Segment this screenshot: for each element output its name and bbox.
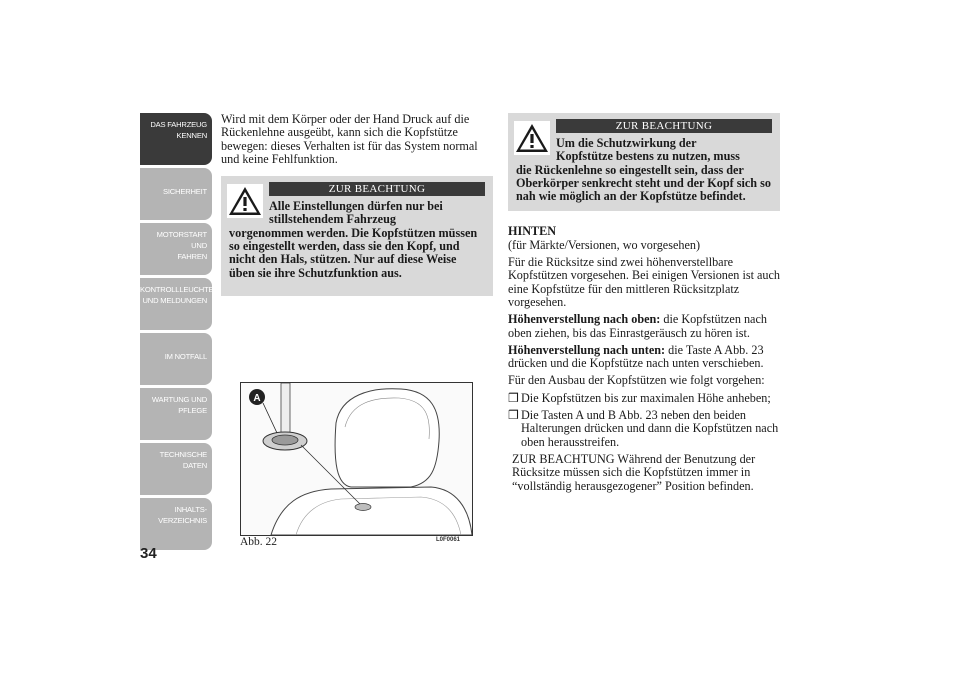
callout-a: A	[253, 393, 261, 404]
page-number: 34	[140, 545, 157, 562]
tab-technische-daten[interactable]: TECHNISCHE DATEN	[140, 443, 212, 495]
figure-headrest-illustration	[240, 382, 473, 536]
warning-title: ZUR BEACHTUNG	[556, 119, 772, 133]
warning-triangle-icon	[227, 184, 263, 218]
left-column	[221, 113, 493, 296]
list-item: ❒ Die Tasten A und B Abb. 23 neben den beiden Halterungen drücken und dann die Kopfstützen nach oben herausstreifen.	[508, 408, 779, 449]
removal-paragraph: Für den Ausbau der Kopfstützen wie folgt vorgehen:	[508, 373, 765, 388]
tab-inhaltsverzeichnis[interactable]: INHALTS- VERZEICHNIS	[140, 498, 212, 550]
tab-motorstart-und-fahren[interactable]: MOTORSTART UND FAHREN	[140, 223, 212, 275]
rear-headrest-paragraph: Für die Rücksitze sind zwei höhenverstellbare Kopfstützen vorgesehen. Bei einigen Versionen ist auch eine Kopfstütze für den mittleren Rücksitzplatz vorgesehen.	[508, 255, 781, 309]
list-item: ❒ Die Kopfstützen bis zur maximalen Höhe anheben;	[508, 390, 771, 405]
warning-title: ZUR BEACHTUNG	[269, 182, 485, 196]
figure-caption: Abb. 22	[240, 536, 278, 548]
tab-kontrollleuchten[interactable]: KONTROLLLEUCHTEN UND MELDUNGEN	[140, 278, 212, 330]
note-paragraph: ZUR BEACHTUNG Während der Benutzung der Rücksitze müssen sich die Kopfstützen immer in “vollständig herausgezogener” Position befinden.	[512, 451, 756, 493]
warning-triangle-icon	[514, 121, 550, 155]
tab-im-notfall[interactable]: IM NOTFALL	[140, 333, 212, 385]
warning-text: Um die Schutzwirkung der Kopfstütze bestens zu nutzen, muss die Rückenlehne so eingestellt sein, dass der Oberkörper senkrecht steht und der Kopf sich so nah wie möglich an der Kopfstütze befindet.	[516, 136, 771, 204]
headrest-drawing	[241, 383, 472, 535]
section-heading: HINTEN	[508, 224, 557, 239]
checkbox-bullet-icon: ❒	[508, 408, 519, 423]
warning-text: Alle Einstellungen dürfen nur bei stillstehendem Fahrzeug vorgenommen werden. Die Kopfstützen müssen so eingestellt werden, dass sie den Kopf, und nicht den Hals, stützen. Nur auf diese Weise üben sie ihre Schutzfunktion aus.	[229, 199, 478, 280]
section-subheading: (für Märkte/Versionen, wo vorgesehen)	[508, 237, 701, 252]
figure-code: L0F0061	[436, 537, 461, 543]
height-down-paragraph: Höhenverstellung nach unten: die Taste A Abb. 23 drücken und die Kopfstütze nach unten verschieben.	[508, 342, 764, 371]
tab-sicherheit[interactable]: SICHERHEIT	[140, 168, 212, 220]
intro-paragraph: Wird mit dem Körper oder der Hand Druck auf die Rückenlehne ausgeübt, kann sich die Kopfstütze bewegen: dieses Verhalten ist für das System normal und keine Fehlfunktion.	[221, 112, 478, 166]
right-column	[508, 113, 780, 493]
tab-wartung-und-pflege[interactable]: WARTUNG UND PFLEGE	[140, 388, 212, 440]
checkbox-bullet-icon: ❒	[508, 390, 519, 405]
warning-box-left	[221, 176, 493, 296]
tab-das-fahrzeug-kennen[interactable]: DAS FAHRZEUG KENNEN	[140, 113, 212, 165]
warning-box-right	[508, 113, 780, 211]
height-up-paragraph: Höhenverstellung nach oben: die Kopfstützen nach oben ziehen, bis das Einrastgeräusch zu hören ist.	[508, 312, 767, 340]
